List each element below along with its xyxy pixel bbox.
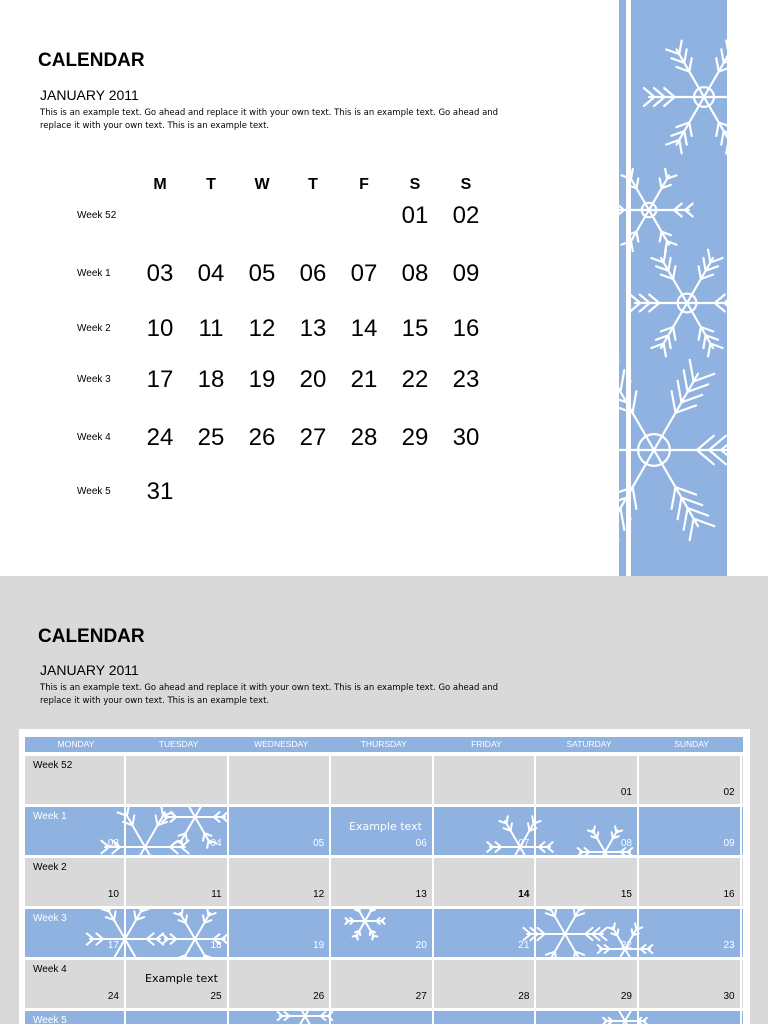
- table-row: [25, 960, 743, 1008]
- date-number[interactable]: 29: [401, 424, 429, 451]
- date-number[interactable]: 12: [248, 315, 276, 342]
- date-number: 23: [723, 940, 735, 951]
- weekday-header: WEDNESDAY: [254, 739, 309, 749]
- date-number[interactable]: 22: [401, 366, 429, 393]
- date-number[interactable]: 28: [350, 424, 378, 451]
- date-number[interactable]: 06: [299, 260, 327, 287]
- week-label: Week 5: [33, 1015, 67, 1024]
- weekday-header: S: [460, 176, 472, 193]
- date-number: 19: [313, 940, 325, 951]
- date-number: 21: [518, 940, 530, 951]
- date-number: 18: [210, 940, 222, 951]
- snowflake-stripe: [619, 0, 727, 576]
- date-number: 26: [313, 991, 325, 1002]
- snowflake-decoration-icon: [619, 0, 727, 576]
- date-number: 03: [107, 838, 119, 849]
- date-number[interactable]: 25: [197, 424, 225, 451]
- day-cell[interactable]: [333, 1011, 434, 1024]
- day-cell[interactable]: [538, 1011, 639, 1024]
- date-number: 20: [415, 940, 427, 951]
- week-label: Week 3: [33, 913, 67, 924]
- month-label: JANUARY 2011: [40, 662, 139, 678]
- date-number[interactable]: 24: [146, 424, 174, 451]
- table-row: [25, 807, 743, 855]
- weekday-header: T: [206, 176, 216, 193]
- weekday-header: W: [254, 176, 270, 193]
- date-number[interactable]: 09: [452, 260, 480, 287]
- date-number: 25: [210, 991, 222, 1002]
- day-cell[interactable]: [230, 756, 331, 804]
- weekday-header: TUESDAY: [158, 739, 199, 749]
- date-number[interactable]: 30: [452, 424, 480, 451]
- date-number[interactable]: 08: [401, 260, 429, 287]
- date-number: 14: [518, 889, 530, 900]
- week-label: Week 4: [77, 432, 111, 443]
- date-number: 02: [723, 787, 735, 798]
- date-number: 12: [313, 889, 325, 900]
- day-cell[interactable]: [641, 1011, 742, 1024]
- day-cell[interactable]: [128, 756, 229, 804]
- calendar-table: [19, 729, 750, 1024]
- month-label: JANUARY 2011: [40, 87, 139, 103]
- weekday-header: SATURDAY: [566, 739, 612, 749]
- table-row: [25, 858, 743, 906]
- description-text: This is an example text. Go ahead and replace it with your own text. This is an example text. Go ahead and replace it with your own text. This is an example text.: [40, 108, 499, 131]
- weekday-header: FRIDAY: [471, 739, 502, 749]
- date-number[interactable]: 13: [299, 315, 327, 342]
- date-number: 22: [620, 940, 632, 951]
- date-number: 05: [313, 838, 325, 849]
- week-label: Week 2: [77, 323, 111, 334]
- date-number[interactable]: 02: [452, 202, 480, 229]
- date-number[interactable]: 15: [401, 315, 429, 342]
- week-label: Week 52: [77, 210, 117, 221]
- date-number: 04: [210, 838, 222, 849]
- date-number[interactable]: 04: [197, 260, 225, 287]
- date-number[interactable]: 10: [146, 315, 174, 342]
- weekday-header: F: [359, 176, 369, 193]
- date-number: 01: [620, 787, 632, 798]
- date-number[interactable]: 05: [248, 260, 276, 287]
- event-text[interactable]: Example text: [349, 820, 422, 833]
- date-number[interactable]: 27: [299, 424, 327, 451]
- date-number: 28: [518, 991, 530, 1002]
- day-cell[interactable]: [230, 1011, 331, 1024]
- week-label: Week 3: [77, 374, 111, 385]
- weekday-header: S: [409, 176, 421, 193]
- date-number: 30: [723, 991, 735, 1002]
- date-number: 08: [620, 838, 632, 849]
- date-number: 29: [620, 991, 632, 1002]
- calendar-slide-2: [0, 576, 768, 1024]
- date-number[interactable]: 11: [198, 315, 224, 342]
- week-label: Week 4: [33, 964, 67, 975]
- weekday-header: MONDAY: [57, 739, 95, 749]
- date-number: 07: [518, 838, 530, 849]
- weekday-header: THURSDAY: [360, 739, 407, 749]
- weekday-header: SUNDAY: [674, 739, 709, 749]
- date-number[interactable]: 20: [299, 366, 327, 393]
- page-title: CALENDAR: [38, 626, 145, 647]
- date-number: 11: [211, 889, 222, 900]
- date-number[interactable]: 26: [248, 424, 276, 451]
- date-number[interactable]: 07: [350, 260, 378, 287]
- date-number[interactable]: 03: [146, 260, 174, 287]
- day-cell[interactable]: [128, 1011, 229, 1024]
- page-title: CALENDAR: [38, 50, 145, 71]
- day-cell[interactable]: [435, 1011, 536, 1024]
- date-number[interactable]: 17: [146, 366, 174, 393]
- date-number[interactable]: 19: [248, 366, 276, 393]
- date-number[interactable]: 21: [350, 366, 378, 393]
- date-number[interactable]: 14: [350, 315, 378, 342]
- event-text[interactable]: Example text: [145, 972, 218, 985]
- date-number[interactable]: 23: [452, 366, 480, 393]
- date-number: 15: [620, 889, 632, 900]
- date-number: 06: [415, 838, 427, 849]
- table-row: [25, 909, 743, 957]
- weekday-header: T: [308, 176, 318, 193]
- date-number[interactable]: 18: [197, 366, 225, 393]
- table-row: [25, 756, 743, 804]
- date-number[interactable]: 31: [146, 478, 174, 505]
- week-label: Week 2: [33, 862, 67, 873]
- stripe-divider: [626, 0, 631, 576]
- date-number[interactable]: 16: [452, 315, 480, 342]
- date-number[interactable]: 01: [401, 202, 429, 229]
- date-number: 27: [415, 991, 427, 1002]
- week-label: Week 1: [77, 268, 111, 279]
- date-number: 24: [107, 991, 119, 1002]
- day-cell[interactable]: [435, 756, 536, 804]
- table-row: [25, 1011, 743, 1024]
- week-label: Week 52: [33, 760, 73, 771]
- date-number: 09: [723, 838, 735, 849]
- date-number: 10: [107, 889, 119, 900]
- week-label: Week 1: [33, 811, 67, 822]
- date-number: 13: [415, 889, 427, 900]
- weekday-header-row: [25, 737, 743, 752]
- week-label: Week 5: [77, 486, 111, 497]
- day-cell[interactable]: [333, 756, 434, 804]
- date-number: 16: [723, 889, 735, 900]
- weekday-header: M: [153, 176, 167, 193]
- date-number: 17: [107, 940, 119, 951]
- description-text: This is an example text. Go ahead and replace it with your own text. This is an example text. Go ahead and replace it with your own text. This is an example text.: [40, 683, 499, 706]
